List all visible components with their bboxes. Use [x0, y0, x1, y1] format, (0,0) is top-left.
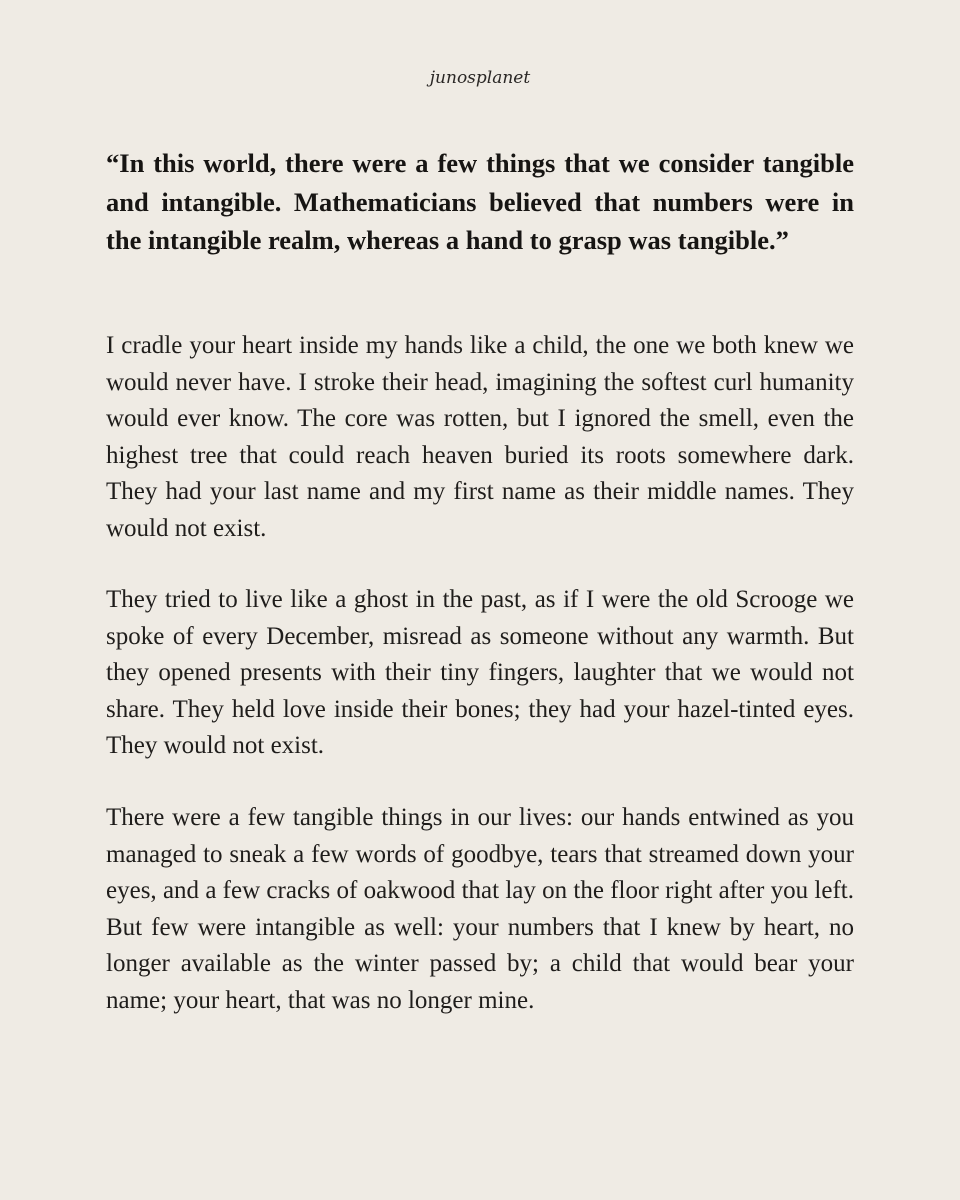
- paragraph-2: They tried to live like a ghost in the past, as if I were the old Scrooge we spoke of every December, misread as someone without any warmth. But they opened presents with their tiny fingers, laughter that we would not share. They held love inside their bones; they had your hazel-tinted eyes. They would not exist.: [106, 586, 854, 759]
- paragraph-3: There were a few tangible things in our lives: our hands entwined as you managed to sneak a few words of goodbye, tears that streamed down your eyes, and a few cracks of oakwood that lay on the floor right after you left. But few were intangible as well: your numbers that I knew by heart, no longer available as the winter passed by; a child that would bear your name; your heart, that was no longer mine.: [106, 804, 854, 1014]
- opening-quote: “In this world, there were a few things that we consider tangible and intangible. Mathematicians believed that numbers were in the intangible realm, whereas a hand to grasp was tangible.”: [106, 148, 854, 255]
- author-handle: junosplanet: [429, 68, 531, 88]
- paragraph-1: I cradle your heart inside my hands like a child, the one we both knew we would never have. I stroke their head, imagining the softest curl humanity would ever know. The core was rotten, but I ignored the smell, even the highest tree that could reach heaven buried its roots somewhere dark. They had your last name and my first name as their middle names. They would not exist.: [106, 332, 854, 542]
